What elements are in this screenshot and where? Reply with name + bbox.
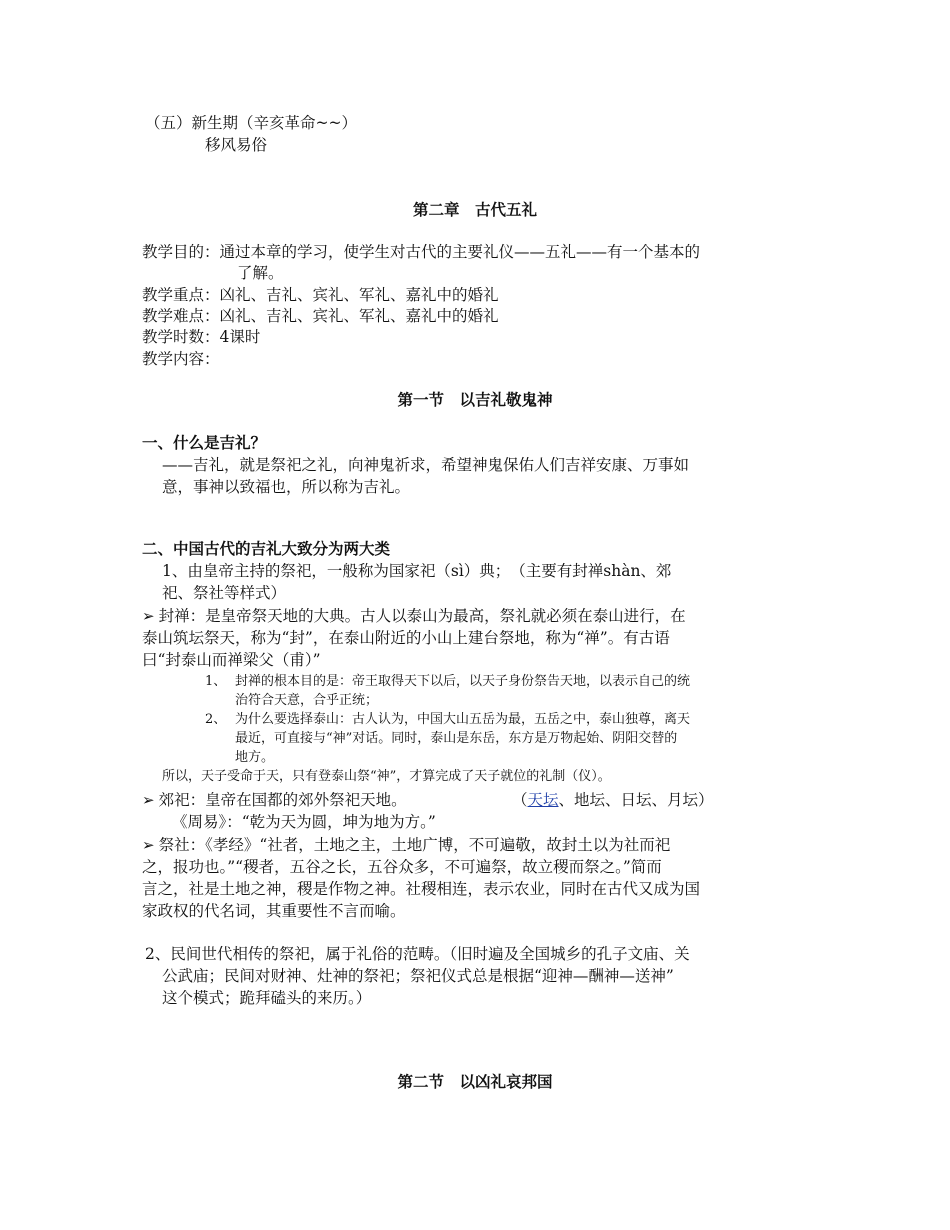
fengshan-line-1: ➢ 封禅：是皇帝祭天地的大典。古人以泰山为最高，祭礼就必须在泰山进行，在: [142, 607, 686, 625]
arrow-bullet-icon: ➢: [142, 791, 155, 809]
sub2-number: 2、: [205, 712, 227, 727]
item1-line-2: 祀、祭社等样式）: [162, 584, 287, 602]
teaching-goal: 教学目的：通过本章的学习，使学生对古代的主要礼仪——五礼——有一个基本的: [142, 243, 701, 261]
tiantan-link[interactable]: 天坛: [527, 791, 559, 809]
teaching-hours: 教学时数：4课时: [142, 328, 261, 346]
sub2-line-3: 地方。: [235, 750, 275, 765]
sub1-line-2: 治符合天意，合乎正统；: [235, 693, 379, 708]
fengshan-line-3: 曰“封泰山而禅梁父（甫）”: [142, 651, 321, 669]
jishe-line-2: 之，报功也。”“稷者，五谷之长，五谷众多，不可遍祭，故立稷而祭之。”简而: [142, 858, 662, 876]
teaching-difficulty: 教学难点：凶礼、吉礼、宾礼、军礼、嘉礼中的婚礼: [142, 307, 499, 325]
item2-line-2: 公武庙；民间对财神、灶神的祭祀；祭祀仪式总是根据“迎神—酬神—送神”: [162, 967, 674, 985]
teaching-focus: 教学重点：凶礼、吉礼、宾礼、军礼、嘉礼中的婚礼: [142, 286, 499, 304]
item2-line-3: 这个模式；跪拜磕头的来历。）: [162, 989, 372, 1007]
arrow-bullet-icon: ➢: [142, 607, 155, 625]
jishe-line-3: 言之，社是土地之神，稷是作物之神。社稷相连，表示农业，同时在古代又成为国: [142, 880, 701, 898]
answer-line-2: 意，事神以致福也，所以称为吉礼。: [162, 478, 411, 496]
jishe-line-1: ➢ 祭社：《孝经》“社者，土地之主，土地广博，不可遍敬，故封土以为社而祀: [142, 836, 671, 854]
sub1-number: 1、: [205, 674, 227, 689]
section2-title: 第二节 以凶礼哀邦国: [397, 1072, 553, 1091]
intro-heading: （五）新生期（辛亥革命~~）: [145, 114, 357, 132]
intro-sub: 移风易俗: [205, 136, 268, 154]
sub2-line-2: 最近，可直接与“神”对话。同时，泰山是东岳，东方是万物起始、阴阳交替的: [235, 731, 678, 746]
question-two-categories: 二、中国古代的吉礼大致分为两大类: [142, 539, 391, 558]
item1-line-1: 1、由皇帝主持的祭祀，一般称为国家祀（sì）典； （主要有封禅shàn、郊: [162, 562, 672, 580]
sub1-line-1: 封禅的根本目的是：帝王取得天下以后，以天子身份祭告天地，以表示自己的统: [235, 674, 691, 689]
jishe-line-4: 家政权的代名词，其重要性不言而喻。: [142, 902, 406, 920]
section1-title: 第一节 以吉礼敬鬼神: [397, 390, 553, 409]
fengshan-line-2: 泰山筑坛祭天，称为“封”，在泰山附近的小山上建台祭地，称为“禅”。有古语: [142, 629, 670, 647]
answer-line-1: ——吉礼，就是祭祀之礼，向神鬼祈求，希望神鬼保佑人们吉祥安康、万事如: [162, 456, 690, 474]
item2-line-1: 2、民间世代相传的祭祀，属于礼俗的范畴。（旧时遍及全国城乡的孔子文庙、关: [145, 945, 690, 963]
arrow-bullet-icon: ➢: [142, 836, 155, 854]
zhouyi-line: 《周易》：“乾为天为圆，坤为地为方。”: [172, 813, 436, 831]
question-what-is-jili: 一、什么是吉礼？: [142, 433, 267, 452]
conclusion-line: 所以，天子受命于天，只有登泰山祭“神”，才算完成了天子就位的礼制（仪）。: [162, 769, 611, 784]
sub2-line-1: 为什么要选择泰山：古人认为，中国大山五岳为最，五岳之中，泰山独尊，离天: [235, 712, 691, 727]
teaching-content: 教学内容：: [142, 350, 220, 368]
teaching-goal-cont: 了解。: [237, 264, 284, 282]
chapter-title: 第二章 古代五礼: [412, 200, 537, 219]
jiaosi-line: ➢ 郊祀：皇帝在国都的郊外祭祀天地。: [142, 791, 407, 809]
jiaosi-altars: （天坛、地坛、日坛、月坛）: [512, 791, 714, 809]
